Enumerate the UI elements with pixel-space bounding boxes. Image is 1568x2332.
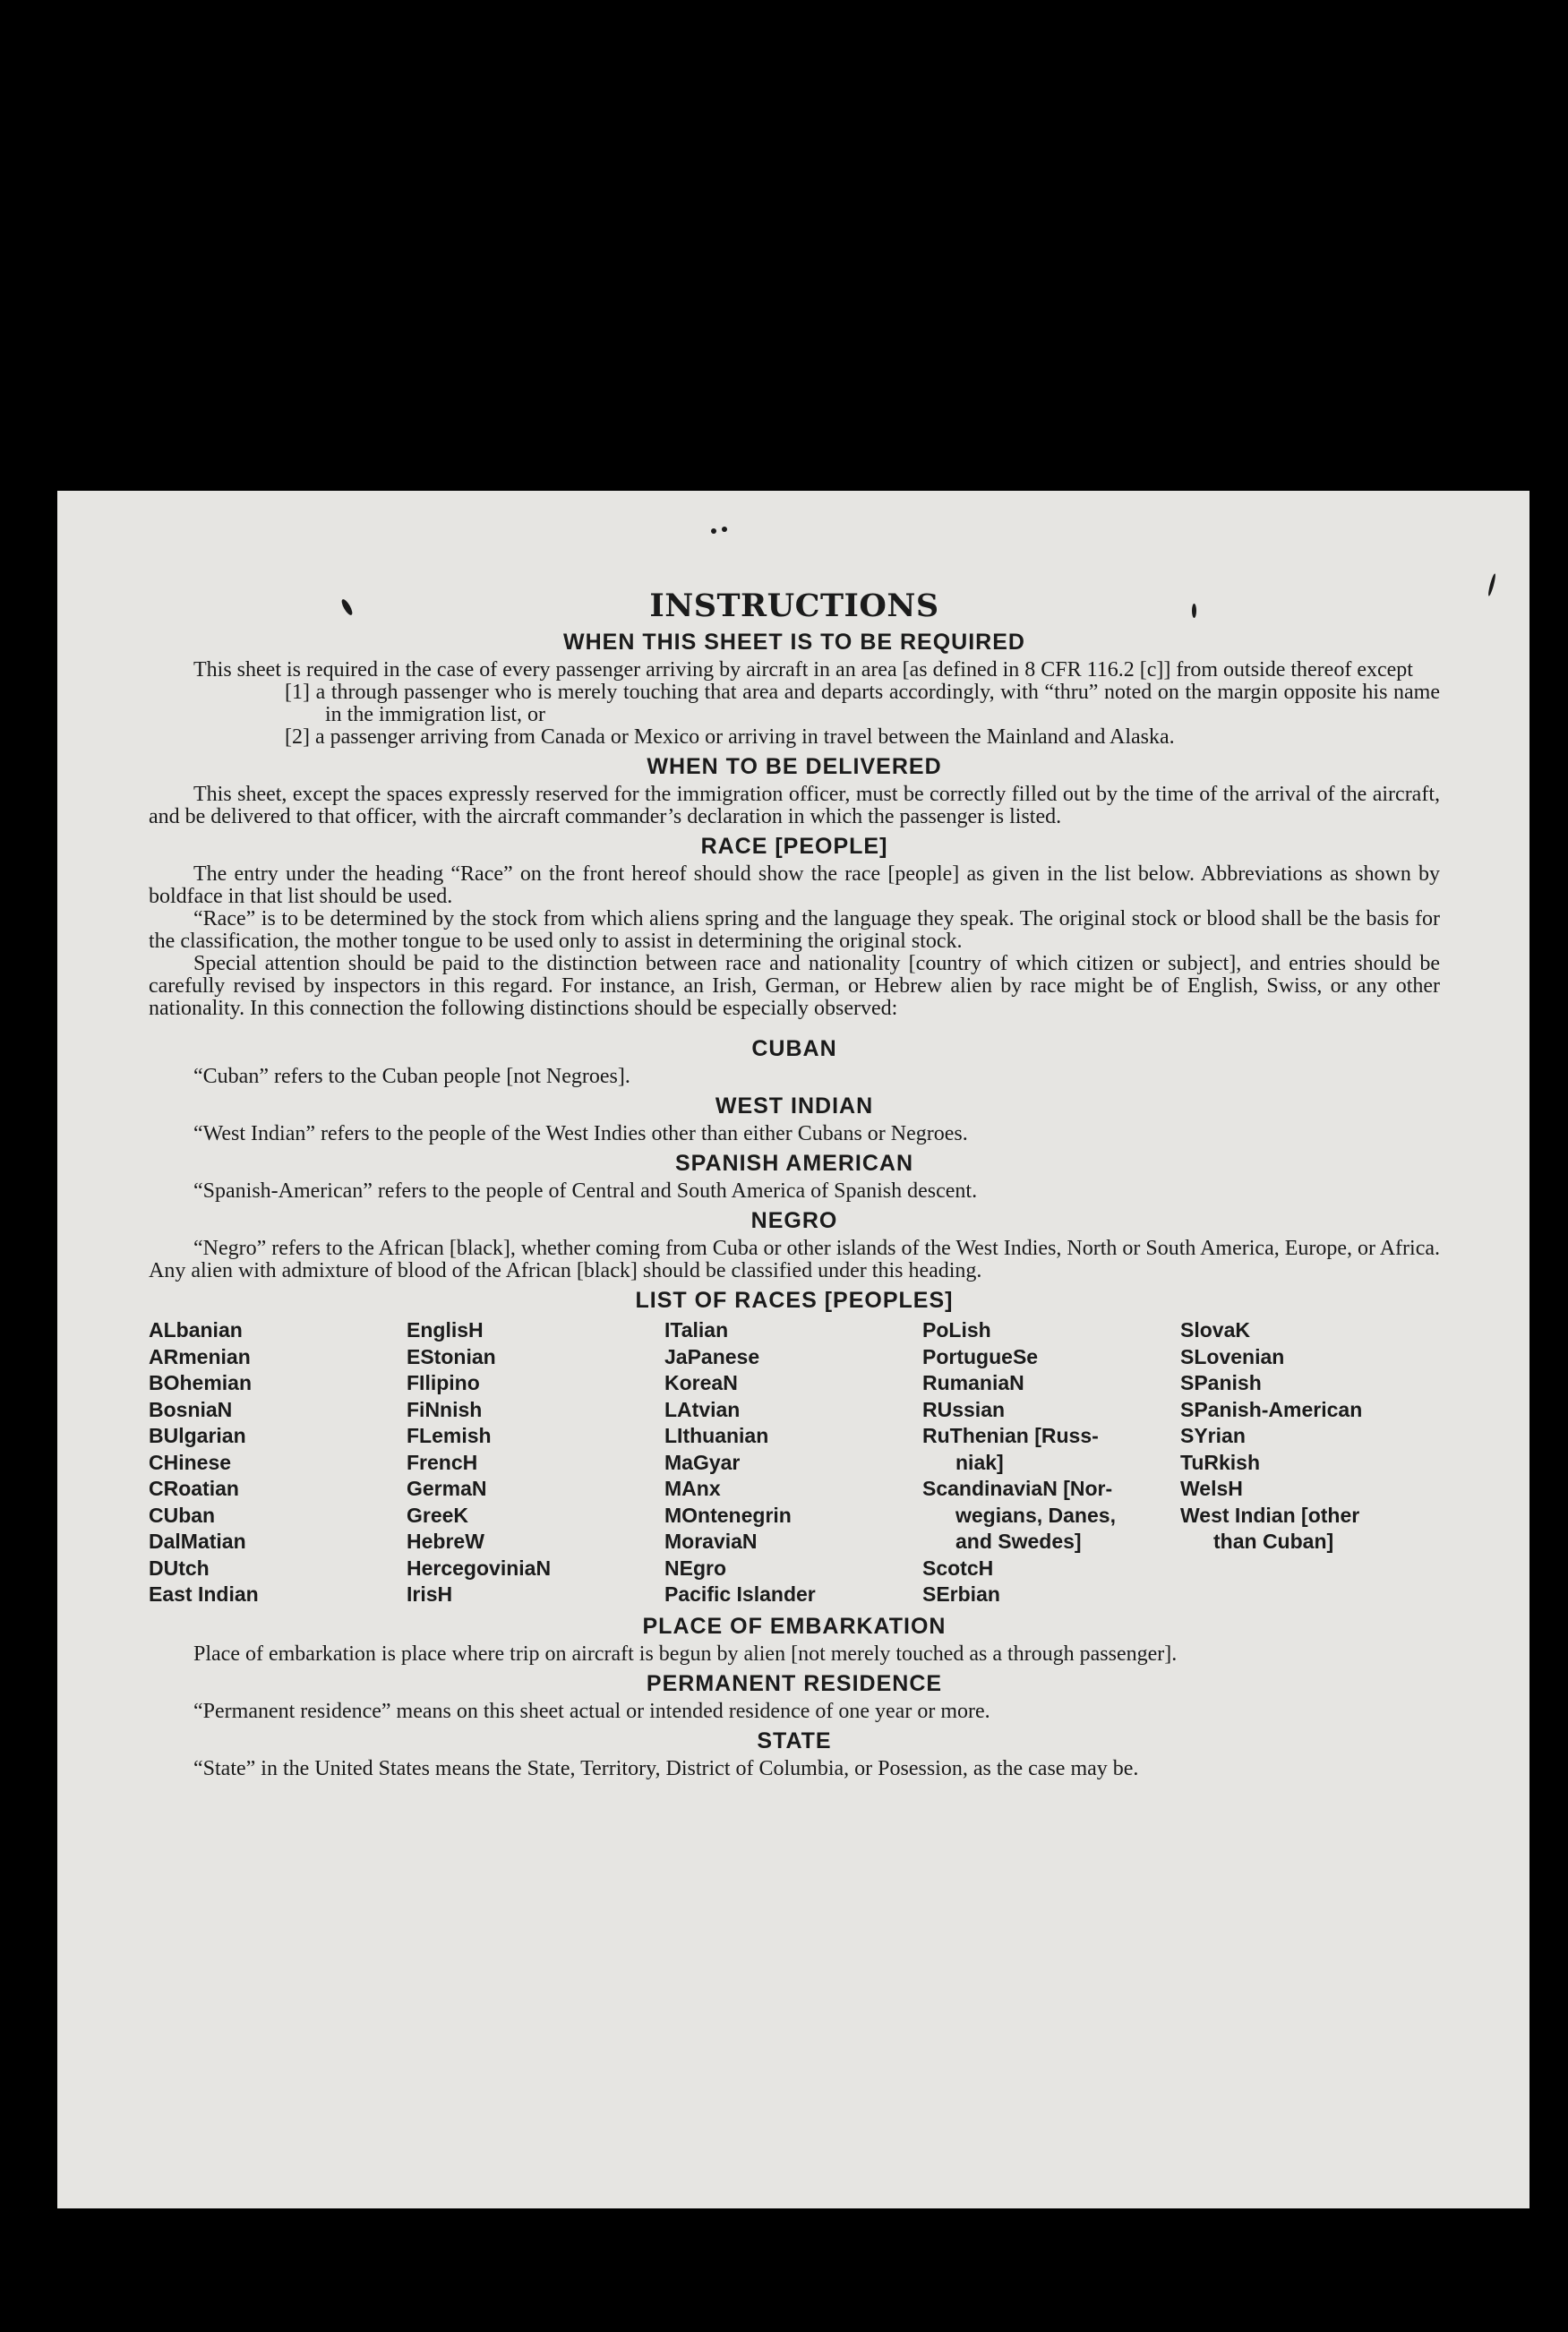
race-item: RuThenian [Russ- — [922, 1424, 1099, 1447]
paragraph: Place of embarkation is place where trip on aircraft is begun by alien [not merely touched as a through passenger]. — [193, 1642, 1178, 1666]
race-item: MAnx — [664, 1477, 721, 1500]
race-item: ScandinaviaN [Nor- — [922, 1477, 1113, 1500]
paragraph: Special attention should be paid to the distinction between race and nationality [country of which citizen or subject], and entries should be carefully revised by inspectors in this regard. For instance, an Irish, German, or Hebrew alien by race might be of English, Swiss, or any other nationality. In this connection the following distinctions should be especially observed: — [149, 952, 1440, 1020]
race-item: MoraviaN — [664, 1530, 758, 1553]
paragraph: “West Indian” refers to the people of the West Indies other than either Cubans or Negroes. — [193, 1122, 968, 1145]
race-item: EnglisH — [407, 1318, 484, 1342]
section-heading-place-of-embarkation: PLACE OF EMBARKATION — [642, 1613, 947, 1639]
race-item: SErbian — [922, 1582, 1000, 1606]
exception-item-2: [2] a passenger arriving from Canada or Mexico or arriving in travel between the Mainland and Alaska. — [285, 725, 1175, 749]
race-item: CRoatian — [149, 1477, 239, 1500]
race-item: GermaN — [407, 1477, 487, 1500]
race-item: SYrian — [1180, 1424, 1246, 1447]
race-item-continuation: and Swedes] — [955, 1530, 1082, 1553]
ink-mark — [722, 527, 727, 532]
race-item: FIlipino — [407, 1371, 480, 1394]
section-heading-list-of-races: LIST OF RACES [PEOPLES] — [635, 1288, 954, 1313]
race-item: JaPanese — [664, 1344, 760, 1368]
race-item: FrencH — [407, 1450, 478, 1474]
race-item-continuation: wegians, Danes, — [955, 1503, 1116, 1527]
section-heading-permanent-residence: PERMANENT RESIDENCE — [646, 1670, 943, 1696]
race-item: TuRkish — [1180, 1450, 1261, 1474]
exception-item-1: [1] a through passenger who is merely touching that area and departs accordingly, with “thru” noted on the margin opposite his name in the immigration list, or — [285, 681, 1440, 726]
races-column-1 — [149, 1317, 407, 1608]
section-heading-when-required: WHEN THIS SHEET IS TO BE REQUIRED — [563, 630, 1025, 655]
section-heading-when-delivered: WHEN TO BE DELIVERED — [647, 754, 942, 779]
race-item: CHinese — [149, 1450, 232, 1474]
paragraph: The entry under the heading “Race” on the front hereof should show the race [people] as given in the list below. Abbreviations as shown by boldface in that list should be used. — [149, 862, 1440, 908]
race-item: BUlgarian — [149, 1424, 246, 1447]
race-item: BOhemian — [149, 1371, 253, 1394]
race-item: SlovaK — [1180, 1318, 1250, 1342]
paragraph: “Race” is to be determined by the stock from which aliens spring and the language they speak. The original stock or blood shall be the basis for the classification, the mother tongue to be used only to assist in determining the original stock. — [149, 907, 1440, 953]
race-item: LAtvian — [664, 1397, 741, 1421]
section-heading-race: RACE [PEOPLE] — [700, 834, 888, 859]
race-item-continuation: than Cuban] — [1213, 1530, 1334, 1553]
race-item: BosniaN — [149, 1397, 233, 1421]
race-item: SPanish — [1180, 1371, 1262, 1394]
race-item: FLemish — [407, 1424, 492, 1447]
races-column-4 — [922, 1317, 1180, 1608]
race-item: DalMatian — [149, 1530, 246, 1553]
section-heading-west-indian: WEST INDIAN — [715, 1093, 874, 1119]
races-column-3 — [664, 1317, 922, 1608]
race-item: LIthuanian — [664, 1424, 769, 1447]
race-item: ITalian — [664, 1318, 729, 1342]
section-heading-negro: NEGRO — [750, 1208, 838, 1233]
section-heading-spanish-american: SPANISH AMERICAN — [674, 1151, 913, 1176]
races-column-2 — [407, 1317, 664, 1608]
race-item: SLovenian — [1180, 1344, 1285, 1368]
paragraph: This sheet is required in the case of every passenger arriving by aircraft in an area [as defined in 8 CFR 116.2 [c]] from outside thereof except — [193, 658, 1413, 682]
race-item: IrisH — [407, 1582, 453, 1606]
paragraph: “Negro” refers to the African [black], whether coming from Cuba or other islands of the West Indies, North or South America, Europe, or Africa. Any alien with admixture of blood of the African [black] should be classified under this heading. — [149, 1237, 1440, 1282]
ink-mark — [1487, 573, 1497, 596]
race-item: GreeK — [407, 1503, 469, 1527]
paragraph: “Permanent residence” means on this sheet actual or intended residence of one year or more. — [193, 1699, 990, 1723]
section-heading-state: STATE — [757, 1728, 832, 1753]
races-column-5 — [1180, 1317, 1440, 1608]
race-item: RumaniaN — [922, 1371, 1024, 1394]
race-item: FiNnish — [407, 1397, 483, 1421]
section-heading-cuban: CUBAN — [751, 1036, 837, 1061]
race-item: DUtch — [149, 1556, 210, 1580]
document-sheet — [57, 491, 1529, 2208]
race-item: ALbanian — [149, 1318, 243, 1342]
paragraph: “Spanish-American” refers to the people of Central and South America of Spanish descent. — [193, 1179, 978, 1203]
race-item: West Indian [other — [1180, 1503, 1360, 1527]
race-item: NEgro — [664, 1556, 726, 1580]
race-item: HercegoviniaN — [407, 1556, 552, 1580]
race-item: WelsH — [1180, 1477, 1243, 1500]
race-item: MOntenegrin — [664, 1503, 792, 1527]
paragraph: “Cuban” refers to the Cuban people [not Negroes]. — [193, 1065, 630, 1088]
ink-mark — [711, 528, 716, 534]
race-item: HebreW — [407, 1530, 484, 1553]
race-item: CUban — [149, 1503, 216, 1527]
race-item: EStonian — [407, 1344, 496, 1368]
race-item: RUssian — [922, 1397, 1006, 1421]
race-item: Pacific Islander — [664, 1582, 816, 1606]
races-list — [149, 1317, 1440, 1608]
race-item: ScotcH — [922, 1556, 994, 1580]
race-item-continuation: niak] — [955, 1450, 1004, 1474]
race-item: KoreaN — [664, 1371, 738, 1394]
race-item: East Indian — [149, 1582, 259, 1606]
paragraph: “State” in the United States means the State, Territory, District of Columbia, or Posession, as the case may be. — [193, 1756, 1139, 1780]
document-title: INSTRUCTIONS — [649, 587, 939, 624]
instructions-content — [149, 587, 1440, 1780]
race-item: ARmenian — [149, 1344, 251, 1368]
race-item: PoLish — [922, 1318, 991, 1342]
race-item: PortugueSe — [922, 1344, 1039, 1368]
paragraph: This sheet, except the spaces expressly reserved for the immigration officer, must be correctly filled out by the time of the arrival of the aircraft, and be delivered to that officer, with the aircraft commander’s declaration in which the passenger is listed. — [149, 783, 1440, 828]
race-item: MaGyar — [664, 1450, 741, 1474]
race-item: SPanish-American — [1180, 1397, 1363, 1421]
